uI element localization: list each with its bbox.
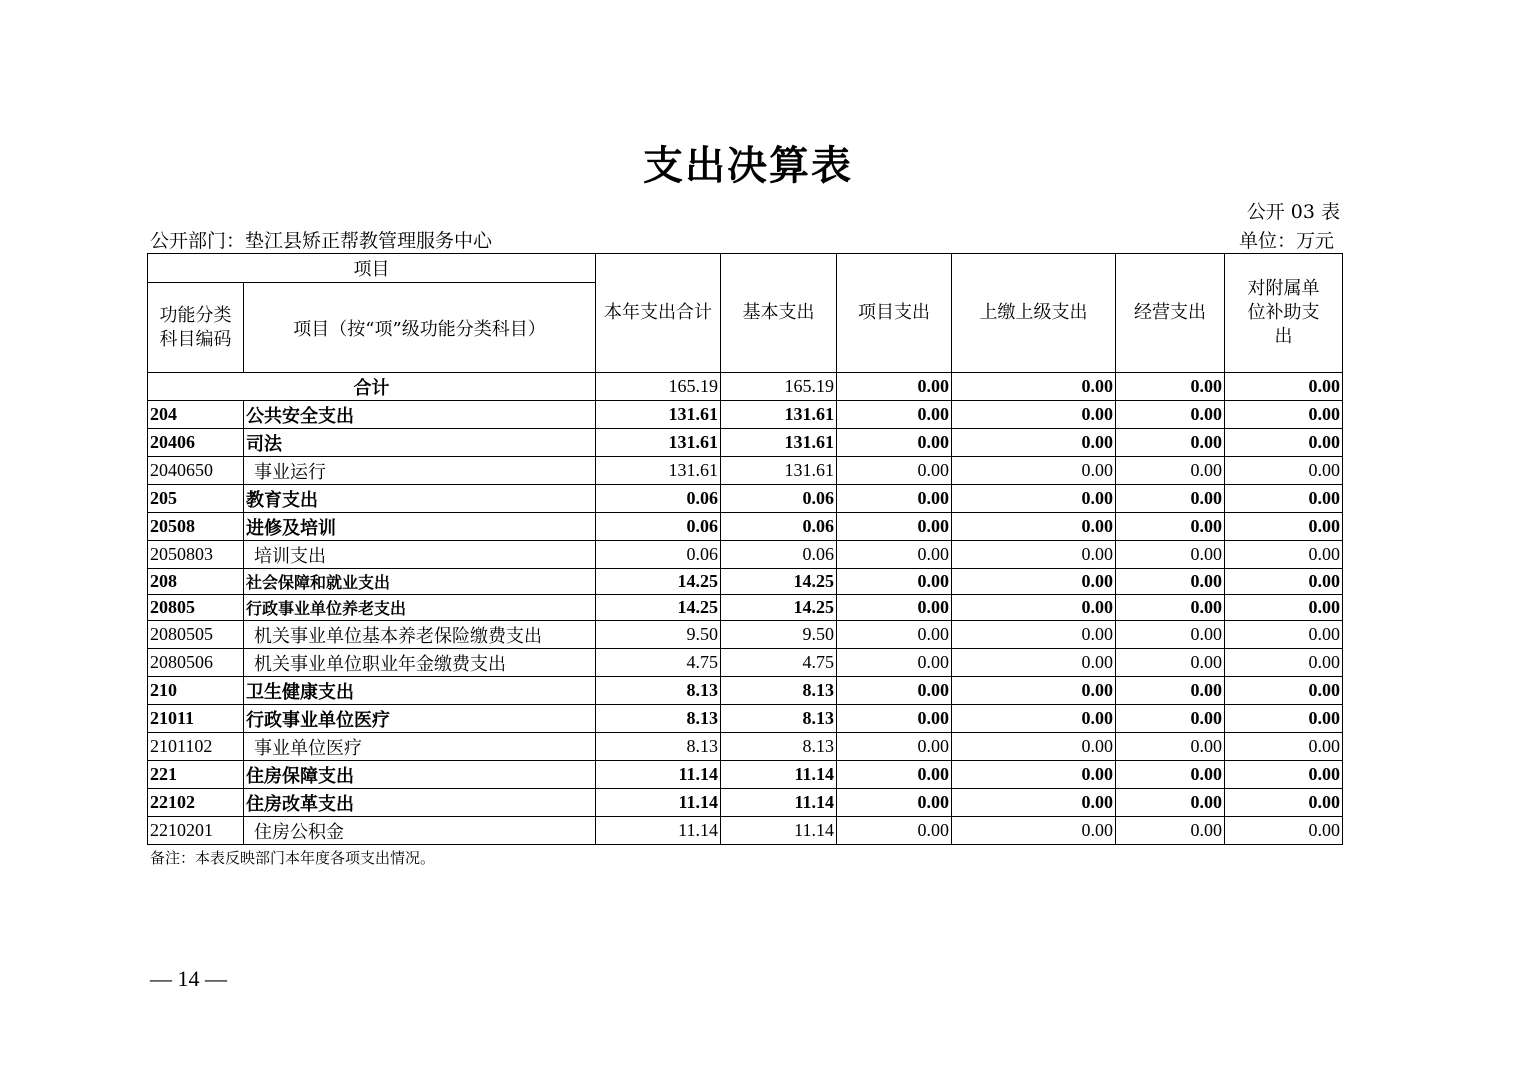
row-project: 0.00 — [837, 705, 952, 733]
row-total: 0.06 — [596, 513, 721, 541]
row-total: 11.14 — [596, 817, 721, 845]
row-business: 0.00 — [1116, 541, 1225, 569]
row-project: 0.00 — [837, 457, 952, 485]
row-code: 208 — [148, 569, 244, 595]
total-subsidy: 0.00 — [1225, 373, 1343, 401]
row-business: 0.00 — [1116, 513, 1225, 541]
table-row — [148, 457, 1343, 485]
row-code: 210 — [148, 677, 244, 705]
total-business: 0.00 — [1116, 373, 1225, 401]
row-project: 0.00 — [837, 429, 952, 457]
row-basic: 0.06 — [721, 513, 837, 541]
table-row — [148, 595, 1343, 621]
row-business: 0.00 — [1116, 789, 1225, 817]
table-row — [148, 429, 1343, 457]
row-project: 0.00 — [837, 401, 952, 429]
header-business: 经营支出 — [1116, 254, 1225, 373]
total-project: 0.00 — [837, 373, 952, 401]
row-basic: 4.75 — [721, 649, 837, 677]
row-name: 住房公积金 — [244, 817, 596, 845]
row-code: 221 — [148, 761, 244, 789]
row-name: 进修及培训 — [244, 513, 596, 541]
row-basic: 8.13 — [721, 733, 837, 761]
row-basic: 8.13 — [721, 677, 837, 705]
row-code: 204 — [148, 401, 244, 429]
table-row — [148, 541, 1343, 569]
page-title: 支出决算表 — [643, 142, 853, 189]
header-code: 功能分类科目编码 — [148, 283, 244, 373]
row-name: 事业单位医疗 — [244, 733, 596, 761]
row-name: 培训支出 — [244, 541, 596, 569]
row-name: 行政事业单位医疗 — [244, 705, 596, 733]
row-subsidy: 0.00 — [1225, 457, 1343, 485]
row-basic: 0.06 — [721, 541, 837, 569]
row-upper: 0.00 — [952, 817, 1116, 845]
header-name: 项目（按“项”级功能分类科目） — [244, 283, 596, 373]
row-total: 11.14 — [596, 761, 721, 789]
row-upper: 0.00 — [952, 677, 1116, 705]
row-basic: 131.61 — [721, 429, 837, 457]
header-total: 本年支出合计 — [596, 254, 721, 373]
row-code: 205 — [148, 485, 244, 513]
row-code: 20805 — [148, 595, 244, 621]
total-label: 合计 — [148, 373, 596, 401]
total-row — [148, 373, 1343, 401]
row-basic: 9.50 — [721, 621, 837, 649]
row-upper: 0.00 — [952, 541, 1116, 569]
row-basic: 8.13 — [721, 705, 837, 733]
row-total: 8.13 — [596, 705, 721, 733]
row-project: 0.00 — [837, 761, 952, 789]
row-code: 2210201 — [148, 817, 244, 845]
header-subsidy: 对附属单位补助支出 — [1225, 254, 1343, 373]
row-subsidy: 0.00 — [1225, 595, 1343, 621]
row-name: 住房改革支出 — [244, 789, 596, 817]
row-name: 机关事业单位职业年金缴费支出 — [244, 649, 596, 677]
row-business: 0.00 — [1116, 817, 1225, 845]
row-business: 0.00 — [1116, 401, 1225, 429]
table-row — [148, 733, 1343, 761]
row-project: 0.00 — [837, 595, 952, 621]
row-project: 0.00 — [837, 513, 952, 541]
row-name: 卫生健康支出 — [244, 677, 596, 705]
header-basic: 基本支出 — [721, 254, 837, 373]
row-project: 0.00 — [837, 649, 952, 677]
row-name: 公共安全支出 — [244, 401, 596, 429]
page-number: — 14 — — [150, 966, 227, 991]
total-basic: 165.19 — [721, 373, 837, 401]
total-total: 165.19 — [596, 373, 721, 401]
row-code: 2050803 — [148, 541, 244, 569]
row-subsidy: 0.00 — [1225, 513, 1343, 541]
row-project: 0.00 — [837, 817, 952, 845]
header-item-group: 项目 — [148, 254, 596, 283]
header-project: 项目支出 — [837, 254, 952, 373]
row-total: 131.61 — [596, 401, 721, 429]
row-code: 2040650 — [148, 457, 244, 485]
row-business: 0.00 — [1116, 649, 1225, 677]
row-upper: 0.00 — [952, 457, 1116, 485]
table-row — [148, 789, 1343, 817]
row-name: 事业运行 — [244, 457, 596, 485]
row-upper: 0.00 — [952, 429, 1116, 457]
row-code: 2080506 — [148, 649, 244, 677]
row-business: 0.00 — [1116, 621, 1225, 649]
table-row — [148, 677, 1343, 705]
row-basic: 14.25 — [721, 595, 837, 621]
row-total: 0.06 — [596, 485, 721, 513]
row-subsidy: 0.00 — [1225, 817, 1343, 845]
row-total: 8.13 — [596, 733, 721, 761]
row-project: 0.00 — [837, 789, 952, 817]
row-total: 14.25 — [596, 569, 721, 595]
row-code: 22102 — [148, 789, 244, 817]
row-business: 0.00 — [1116, 569, 1225, 595]
row-upper: 0.00 — [952, 513, 1116, 541]
row-business: 0.00 — [1116, 457, 1225, 485]
row-total: 9.50 — [596, 621, 721, 649]
row-basic: 11.14 — [721, 761, 837, 789]
row-subsidy: 0.00 — [1225, 569, 1343, 595]
row-name: 社会保障和就业支出 — [244, 569, 596, 595]
row-subsidy: 0.00 — [1225, 649, 1343, 677]
row-total: 131.61 — [596, 429, 721, 457]
row-total: 14.25 — [596, 595, 721, 621]
row-subsidy: 0.00 — [1225, 761, 1343, 789]
row-business: 0.00 — [1116, 761, 1225, 789]
row-name: 行政事业单位养老支出 — [244, 595, 596, 621]
row-total: 131.61 — [596, 457, 721, 485]
row-business: 0.00 — [1116, 677, 1225, 705]
row-upper: 0.00 — [952, 621, 1116, 649]
row-total: 0.06 — [596, 541, 721, 569]
row-subsidy: 0.00 — [1225, 621, 1343, 649]
row-project: 0.00 — [837, 621, 952, 649]
row-subsidy: 0.00 — [1225, 429, 1343, 457]
table-row — [148, 817, 1343, 845]
row-project: 0.00 — [837, 485, 952, 513]
row-business: 0.00 — [1116, 733, 1225, 761]
row-upper: 0.00 — [952, 789, 1116, 817]
total-upper: 0.00 — [952, 373, 1116, 401]
row-subsidy: 0.00 — [1225, 401, 1343, 429]
row-name: 机关事业单位基本养老保险缴费支出 — [244, 621, 596, 649]
table-row — [148, 401, 1343, 429]
row-subsidy: 0.00 — [1225, 733, 1343, 761]
row-basic: 11.14 — [721, 789, 837, 817]
row-basic: 11.14 — [721, 817, 837, 845]
row-upper: 0.00 — [952, 595, 1116, 621]
row-business: 0.00 — [1116, 595, 1225, 621]
row-basic: 131.61 — [721, 401, 837, 429]
header-upper: 上缴上级支出 — [952, 254, 1116, 373]
row-upper: 0.00 — [952, 761, 1116, 789]
row-subsidy: 0.00 — [1225, 705, 1343, 733]
row-code: 20508 — [148, 513, 244, 541]
table-row — [148, 485, 1343, 513]
row-basic: 14.25 — [721, 569, 837, 595]
expenditure-table — [147, 253, 1343, 845]
row-upper: 0.00 — [952, 649, 1116, 677]
row-total: 8.13 — [596, 677, 721, 705]
row-project: 0.00 — [837, 541, 952, 569]
row-name: 教育支出 — [244, 485, 596, 513]
row-subsidy: 0.00 — [1225, 677, 1343, 705]
row-upper: 0.00 — [952, 705, 1116, 733]
row-name: 住房保障支出 — [244, 761, 596, 789]
row-code: 20406 — [148, 429, 244, 457]
row-basic: 131.61 — [721, 457, 837, 485]
row-total: 11.14 — [596, 789, 721, 817]
unit-label: 单位：万元 — [1238, 230, 1334, 252]
table-note: 备注：本表反映部门本年度各项支出情况。 — [150, 849, 436, 867]
department-label: 公开部门：垫江县矫正帮教管理服务中心 — [150, 230, 493, 252]
table-row — [148, 513, 1343, 541]
row-upper: 0.00 — [952, 733, 1116, 761]
row-basic: 0.06 — [721, 485, 837, 513]
row-business: 0.00 — [1116, 485, 1225, 513]
row-project: 0.00 — [837, 733, 952, 761]
table-row — [148, 649, 1343, 677]
row-project: 0.00 — [837, 569, 952, 595]
row-upper: 0.00 — [952, 485, 1116, 513]
table-number: 公开 03 表 — [1246, 201, 1340, 223]
row-name: 司法 — [244, 429, 596, 457]
row-subsidy: 0.00 — [1225, 485, 1343, 513]
row-code: 2101102 — [148, 733, 244, 761]
row-subsidy: 0.00 — [1225, 789, 1343, 817]
row-project: 0.00 — [837, 677, 952, 705]
row-total: 4.75 — [596, 649, 721, 677]
row-subsidy: 0.00 — [1225, 541, 1343, 569]
table-row — [148, 761, 1343, 789]
table-row — [148, 621, 1343, 649]
row-code: 21011 — [148, 705, 244, 733]
row-code: 2080505 — [148, 621, 244, 649]
table-row — [148, 569, 1343, 595]
row-upper: 0.00 — [952, 401, 1116, 429]
table-row — [148, 705, 1343, 733]
row-upper: 0.00 — [952, 569, 1116, 595]
row-business: 0.00 — [1116, 429, 1225, 457]
row-business: 0.00 — [1116, 705, 1225, 733]
